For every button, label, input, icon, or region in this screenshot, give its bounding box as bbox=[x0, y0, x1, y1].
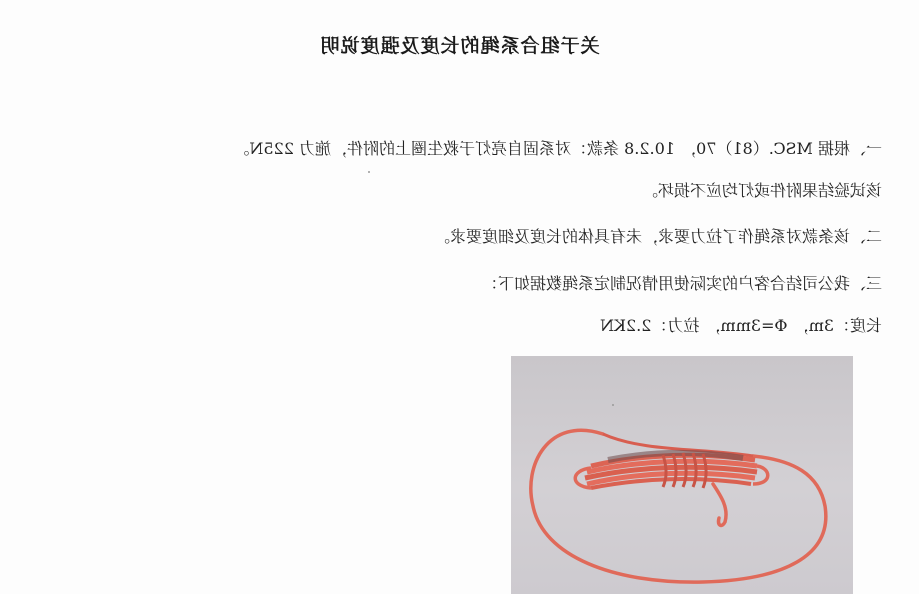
paragraph-line-3: 二、该条款对系绳作了拉力要求，未有具体的长度及细度要求。 bbox=[433, 227, 882, 246]
rope-coil-image bbox=[511, 356, 853, 594]
scan-speck bbox=[368, 171, 370, 173]
specification-line: 长度：3m， Φ=3mm， 拉力：2.2KN bbox=[600, 316, 882, 335]
paragraph-line-4: 三、我公司结合客户的实际使用情况制定系绳数据如下： bbox=[481, 274, 882, 293]
rope-tail bbox=[713, 484, 726, 525]
scan-speck bbox=[612, 404, 614, 406]
document-title: 关于组合系绳的长度及强度说明 bbox=[319, 35, 600, 57]
rope-coil-bundle bbox=[575, 453, 768, 488]
paragraph-line-2: 该试验结果附件或灯均应不损坏。 bbox=[641, 181, 882, 200]
paragraph-line-1: 一、根据 MSC.（81）70， 10.2.8 条款：对系固自亮灯于救生圈上的附件，施力 225N。 bbox=[233, 139, 882, 158]
rope-photo bbox=[511, 356, 853, 594]
